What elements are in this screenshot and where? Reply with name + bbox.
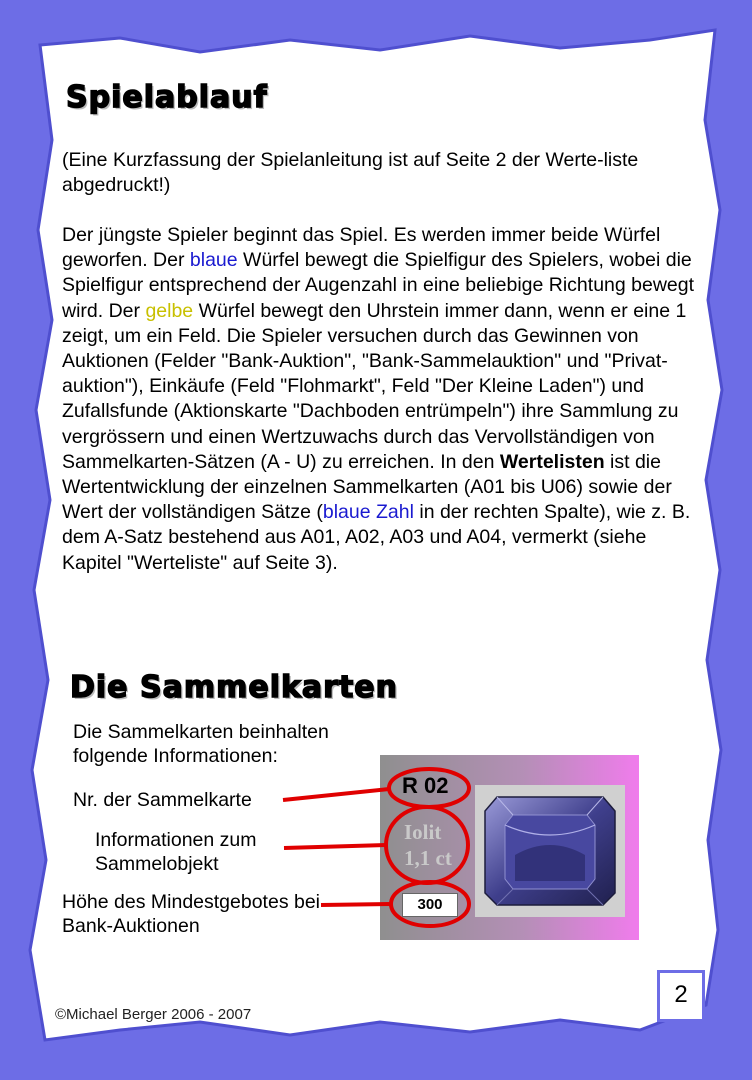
note-text: (Eine Kurzfassung der Spielanleitung ist auf Seite 2 der Werte-liste abgedruckt!) xyxy=(62,149,639,197)
sammelkarten-intro: Die Sammelkarten beinhalten folgende Informationen: xyxy=(73,721,329,767)
blue-number-phrase: blaue Zahl xyxy=(322,501,414,524)
blue-die-word: blaue xyxy=(189,249,238,272)
label-min-bid: Höhe des Mindestgebotes bei Bank-Auktionen xyxy=(62,891,321,937)
heading-spielablauf: Spielablauf xyxy=(66,80,268,115)
copyright-notice: ©Michael Berger 2006 - 2007 xyxy=(55,1006,252,1023)
rules-text-a: Der jüngste Spieler beginnt das Spiel. Es werden immer beide Würfel geworfen. Der xyxy=(62,224,661,272)
rules-text-d: ist die Wertentwicklung der einzelnen Sammelkarten (A01 bis U06) sowie der Wert der vollständigen Sätze ( xyxy=(62,450,672,524)
card-object-weight: 1,1 ct xyxy=(404,846,452,870)
rules-text-c: Würfel bewegt den Uhrstein immer dann, wenn er eine 1 zeigt, um ein Feld. Die Spieler versuchen durch das Gewinnen von Auktionen (Felder "Bank-Auktion", "Bank-Sammelauktion" und "Privat-auktion"), Einkäufe (Feld "Flohmarkt", Feld "Der Kleine Laden") und Zufallsfunde (Aktionskarte "Dachboden entrümpeln") ihre Sammlung zu vergrössern und einen Wertzuwachs durch das Vervollständigen von Sammelkarten-Sätzen (A - U) zu erreichen. In den xyxy=(62,299,687,473)
callout-line-price xyxy=(321,904,391,905)
wertelisten-word: Wertelisten xyxy=(499,450,605,473)
yellow-die-word: gelbe xyxy=(145,299,194,322)
rules-text-e: in der rechten Spalte), wie z. B. dem A-Satz bestehend aus A01, A02, A03 und A04, vermerkt (siehe Kapitel "Werteliste" auf Seite 3). xyxy=(62,501,691,574)
rules-text-b: Würfel bewegt die Spielfigur des Spielers, wobei die Spielfigur entsprechend der Augenzahl in eine beliebige Richtung bewegt wird. Der xyxy=(62,249,695,322)
heading-sammelkarten: Die Sammelkarten xyxy=(70,670,399,705)
card-object-name: Iolit xyxy=(404,820,442,844)
callout-ring-number xyxy=(389,769,469,807)
page-number: 2 xyxy=(657,970,705,1022)
card-min-bid: 300 xyxy=(402,893,458,917)
label-card-number: Nr. der Sammelkarte xyxy=(73,789,252,811)
label-card-info: Informationen zum Sammelobjekt xyxy=(95,829,257,875)
callout-line-number xyxy=(283,789,389,800)
callout-line-info xyxy=(284,845,386,848)
card-number: R 02 xyxy=(402,773,449,798)
callout-ring-price xyxy=(391,882,469,926)
callout-ring-info xyxy=(386,807,468,883)
